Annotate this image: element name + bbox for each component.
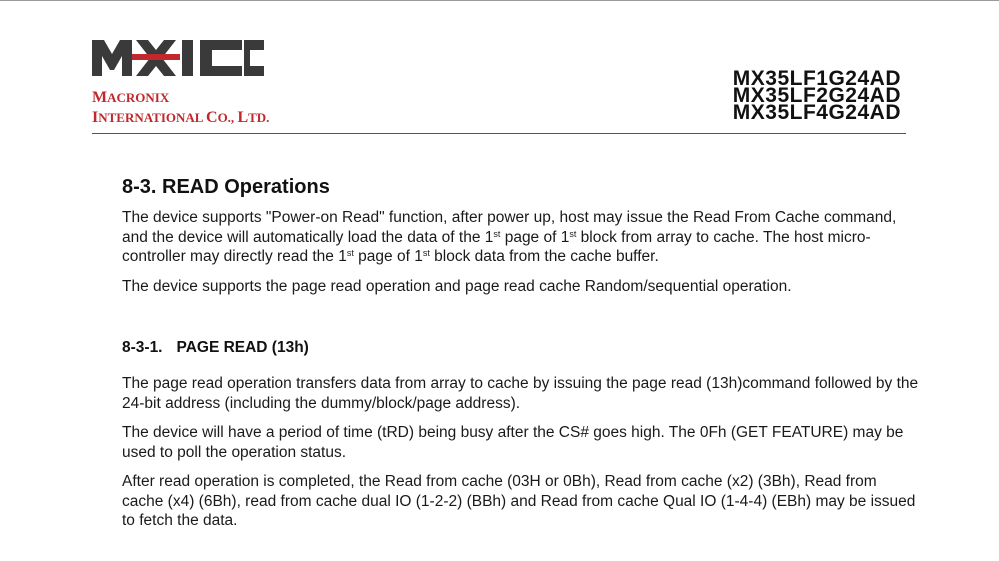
subsection-title: 8-3-1. PAGE READ (13h) bbox=[122, 339, 309, 356]
paragraph: After read operation is completed, the Read from cache (03H or 0Bh), Read from cache (x2) (3Bh), Read from cache (x4) (6Bh), read from cache dual IO (1-2-2) (BBh) and Read from cache Qual IO (1-4-4) (EBh) may be issued to fetch the data. bbox=[122, 473, 916, 529]
section-title: 8-3. READ Operations bbox=[122, 176, 330, 198]
paragraph: The device supports "Power-on Read" function, after power up, host may issue the Read From Cache command, and the device will automatically load the data of the 1st page of 1st block from array to cache. The host micro-controller may directly read the 1st page of 1st block data from the cache buffer. bbox=[122, 209, 897, 265]
paragraph: The device supports the page read operation and page read cache Random/sequential operation. bbox=[122, 277, 792, 295]
paragraph: The page read operation transfers data from array to cache by issuing the page read (13h)command followed by the 24-bit address (including the dummy/block/page address). bbox=[122, 375, 919, 412]
part-number: MX35LF1G24AD bbox=[732, 67, 901, 90]
page-content bbox=[122, 175, 922, 531]
company-name: MACRONIX INTERNATIONAL CO., LTD. bbox=[92, 89, 270, 126]
part-number: MX35LF2G24AD bbox=[732, 84, 901, 107]
top-border bbox=[0, 0, 999, 1]
part-number: MX35LF4G24AD bbox=[732, 101, 901, 124]
part-numbers bbox=[732, 67, 901, 124]
paragraph: The device will have a period of time (tRD) being busy after the CS# goes high. The 0Fh (GET FEATURE) may be used to poll the operation status. bbox=[122, 424, 904, 461]
header-divider bbox=[92, 133, 906, 134]
mxic-logo bbox=[92, 36, 268, 78]
